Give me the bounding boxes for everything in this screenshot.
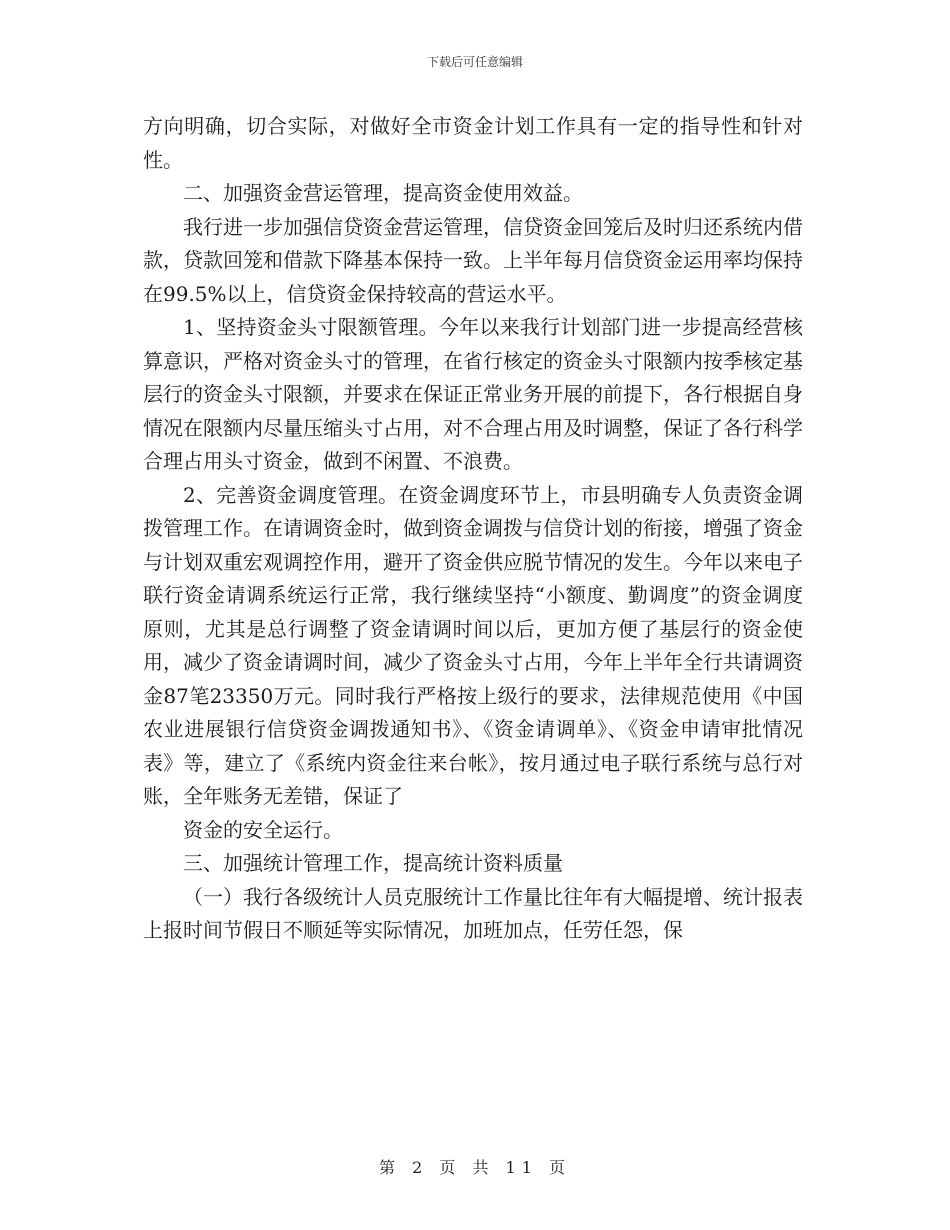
paragraph-7: 三、加强统计管理工作，提高统计资料质量	[183, 851, 563, 875]
paragraph-1: 方向明确，切合实际，对做好全市资金计划工作具有一定的指导性和针对性。	[143, 114, 803, 172]
paragraph-5: 2、完善资金调度管理。在资金调度环节上，市县明确专人负责资金调拨管理工作。在请调资金时，做到资金调拨与信贷计划的衔接，增强了资金与计划双重宏观调控作用，避开了资金供应脱节情况的发生。今年以来电子联行资金请调系统运行正常，我行继续坚持“小额度、勤调度”的资金调度原则，尤其是总行调整了资金请调时间以后，更加方便了基层行的资金使用，减少了资金请调时间，减少了资金头寸占用，今年上半年全行共请调资金87笔23350万元。同时我行严格按上级行的要求，法律规范使用《中国农业进展银行信贷资金调拨通知书》、《资金请调单》、《资金申请审批情况表》等，建立了《系统内资金往来台帐》，按月通过电子联行系统与总行对账，全年账务无差错，保证了	[143, 482, 803, 808]
paragraph-4: 1、坚持资金头寸限额管理。今年以来我行计划部门进一步提高经营核算意识，严格对资金头寸的管理，在省行核定的资金头寸限额内按季核定基层行的资金头寸限额，并要求在保证正常业务开展的前提下，各行根据自身情况在限额内尽量压缩头寸占用，对不合理占用及时调整，保证了各行科学合理占用头寸资金，做到不闲置、不浪费。	[143, 315, 803, 473]
paragraph-2: 二、加强资金营运管理，提高资金使用效益。	[183, 181, 583, 205]
document-body	[143, 110, 803, 948]
paragraph-3: 我行进一步加强信贷资金营运管理，信贷资金回笼后及时归还系统内借款，贷款回笼和借款下降基本保持一致。上半年每月信贷资金运用率均保持在99.5%以上，信贷资金保持较高的营运水平。	[143, 214, 803, 306]
paragraph-6: 资金的安全运行。	[183, 817, 343, 842]
page-footer: 第 2 页 共 11 页	[379, 1158, 571, 1177]
page-header: 下载后可任意编辑	[426, 55, 523, 69]
paragraph-8: （一）我行各级统计人员克服统计工作量比往年有大幅提增、统计报表上报时间节假日不顺延等实际情况，加班加点，任劳任怨，保	[143, 884, 803, 942]
